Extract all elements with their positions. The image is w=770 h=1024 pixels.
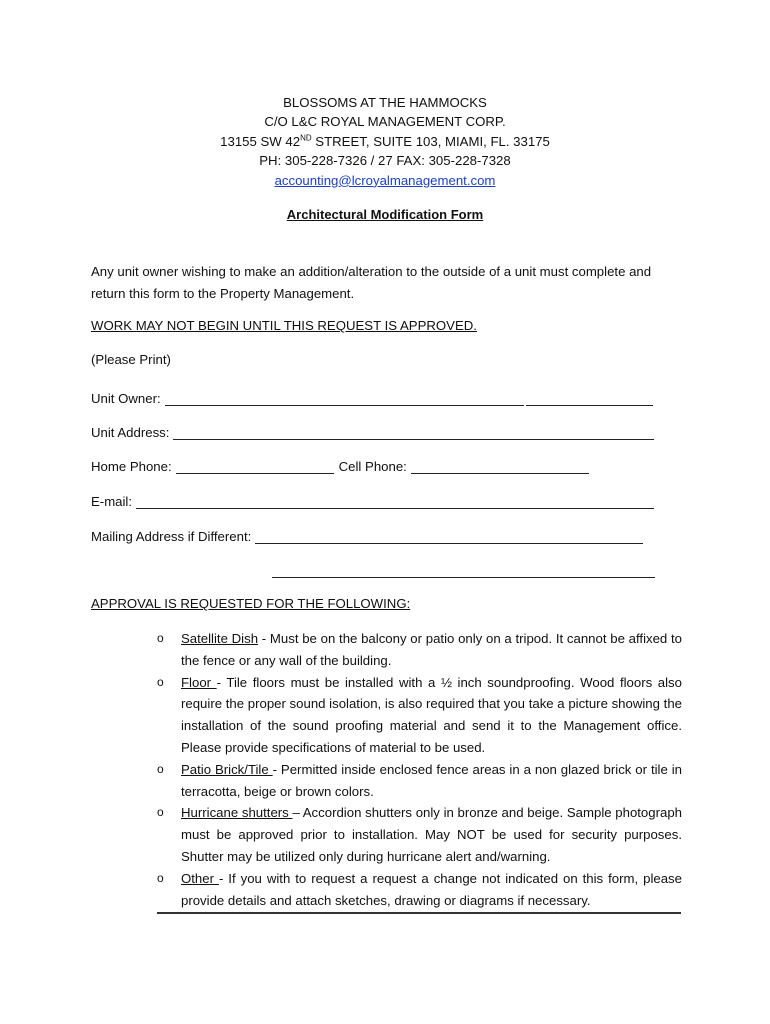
bullet-icon: o [157, 674, 164, 689]
item-label: Other [181, 870, 219, 886]
bullet-icon: o [157, 870, 164, 885]
mailing-address-label: Mailing Address if Different: [91, 529, 252, 544]
section-divider [157, 912, 681, 914]
item-label: Hurricane shutters [181, 805, 293, 821]
list-item-other [157, 868, 682, 912]
cell-phone-label: Cell Phone: [338, 459, 407, 474]
item-label: Floor [181, 674, 217, 690]
form-title: Architectural Modification Form [286, 207, 484, 222]
email-label: E-mail: [91, 494, 133, 509]
mailing-address-field[interactable] [255, 529, 643, 544]
list-item-satellite-dish [157, 628, 682, 672]
community-name: BLOSSOMS AT THE HAMMOCKS [283, 95, 487, 110]
intro-paragraph: Any unit owner wishing to make an addition/alteration to the outside of a unit must complete and return this form to the Property Management. [91, 264, 652, 301]
unit-owner-field[interactable] [165, 391, 524, 406]
item-label: Satellite Dish [181, 631, 259, 646]
list-item-floor [157, 672, 682, 759]
item-text: - Permitted inside enclosed fence areas in a non glazed brick or tile in terracotta, beige or brown colors. [181, 761, 682, 799]
approval-warning: WORK MAY NOT BEGIN UNTIL THIS REQUEST IS APPROVED. [91, 318, 477, 333]
please-print-note: (Please Print) [91, 352, 171, 367]
approval-heading: APPROVAL IS REQUESTED FOR THE FOLLOWING: [91, 596, 411, 611]
bullet-icon: o [157, 761, 164, 776]
bullet-icon: o [157, 631, 164, 645]
bullet-icon: o [157, 805, 164, 820]
email-field[interactable] [136, 494, 654, 509]
management-company: C/O L&C ROYAL MANAGEMENT CORP. [264, 114, 506, 130]
home-phone-field[interactable] [176, 459, 334, 474]
email-row [91, 491, 660, 509]
unit-address-row [91, 422, 660, 440]
item-text: – Accordion shutters only in bronze and beige. Sample photograph must be approved prior to installation. May NOT be used for security purposes. Shutter may be utilized only during hurricane alert and/warning. [181, 805, 682, 864]
item-text: - If you with to request a request a change not indicated on this form, please provide details and attach sketches, drawing or diagrams if necessary. [181, 870, 682, 908]
list-item-patio-brick-tile [157, 759, 682, 803]
approval-items-list [157, 628, 682, 911]
letterhead [0, 93, 770, 190]
unit-owner-field-2[interactable] [526, 391, 653, 406]
phone-row [91, 456, 660, 474]
list-item-hurricane-shutters [157, 802, 682, 867]
item-text: - Tile floors must be installed with a ½ inch soundproofing. Wood floors also require the proper sound isolation, is also required that you take a picture showing the installation of the sound proofing material and send it to the Management office. Please provide specifications of material to be used. [181, 674, 682, 755]
unit-owner-label: Unit Owner: [91, 391, 161, 406]
unit-address-label: Unit Address: [91, 425, 170, 440]
street-address: 13155 SW 42ND STREET, SUITE 103, MIAMI, FL. 33175 [220, 133, 550, 149]
unit-owner-row [91, 388, 660, 406]
mailing-address-row [91, 526, 660, 544]
item-text: - Must be on the balcony or patio only on a tripod. It cannot be affixed to the fence or any wall of the building. [181, 631, 682, 668]
item-label: Patio Brick/Tile [181, 761, 273, 777]
email-link[interactable]: accounting@lcroyalmanagement.com [274, 172, 496, 188]
cell-phone-field[interactable] [411, 459, 589, 474]
mailing-address-field-2[interactable] [272, 577, 655, 578]
phone-fax: PH: 305-228-7326 / 27 FAX: 305-228-7328 [259, 153, 511, 169]
home-phone-label: Home Phone: [91, 459, 172, 474]
unit-address-field[interactable] [173, 425, 654, 440]
